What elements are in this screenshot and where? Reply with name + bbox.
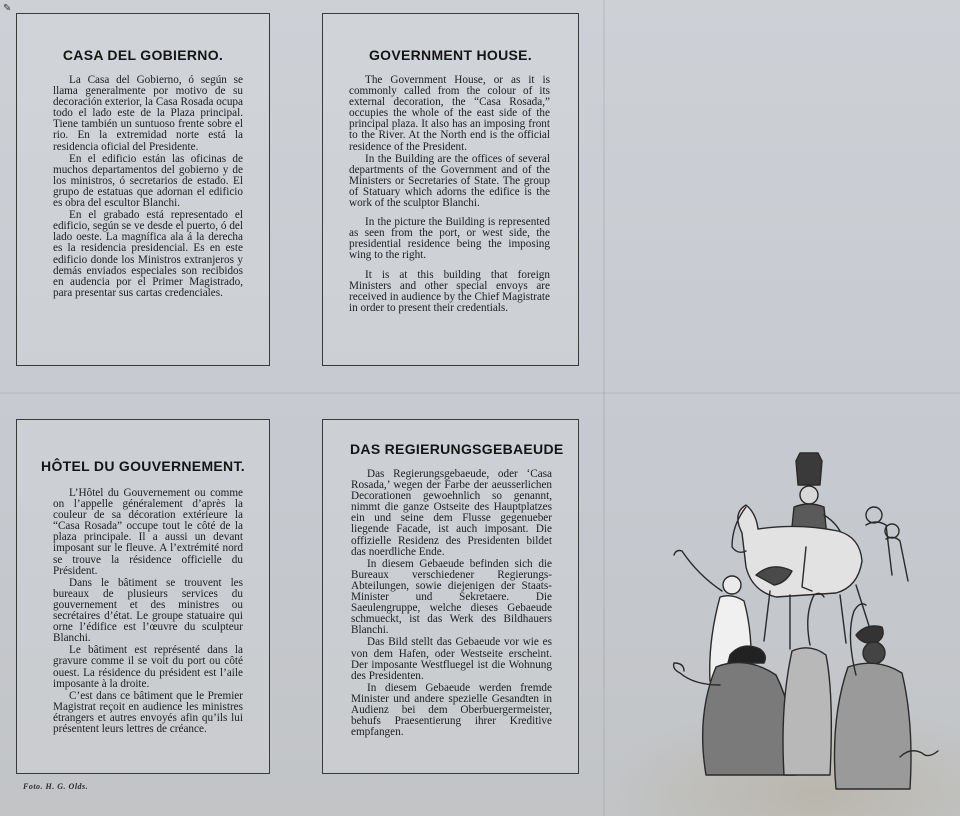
- man-coat: [703, 663, 796, 776]
- paragraph: En el edificio están las oficinas de muchos departamentos del gobierno y de los ministros, ó secretarios de estado. El grupo de estatuas que adornan el edificio es obra del escultor Blanchi.: [53, 152, 243, 210]
- photo-credit: Foto. H. G. Olds.: [23, 782, 89, 791]
- raised-hat: [856, 626, 883, 643]
- woman-head: [723, 576, 741, 594]
- paragraph: The Government House, or as it is commonly called from the colour of its external decoration, the “Casa Rosada,” occupies the whole of the east side of the principal plaza. It also has an imposing front to the River. At the North end is the official residence of the President.: [349, 74, 550, 153]
- paper-fold-vertical: [603, 0, 605, 816]
- panel-body-french: [53, 488, 243, 735]
- panel-title-english: GOVERNMENT HOUSE.: [368, 47, 532, 63]
- panel-body-english: [349, 75, 550, 314]
- corner-mark-icon: ✎: [3, 3, 12, 14]
- panel-french: [16, 419, 270, 774]
- paragraph: Das Bild stellt das Gebaeude vor wie es von dem Hafen, oder Westseite erscheint. Der imposante Westfluegel ist die Wohnung des Presidenten.: [351, 636, 552, 682]
- paragraph: In diesem Gebaeude befinden sich die Bureaux verschiedener Regierungs-Abteilungen, sowie diejenigen der Staats-Minister und Sekretaere. Die Saeulengruppe, welche dieses Gebaeude schmueckt, ist das Werk des Bildhauers Blanchi.: [351, 557, 552, 637]
- raised-arm: [808, 593, 824, 645]
- panel-body-german: [351, 469, 552, 738]
- paper-fold-horizontal: [0, 392, 960, 394]
- woman-right-coat: [835, 663, 912, 789]
- paragraph: Das Regierungsgebaeude, oder ‘Casa Rosada,’ wegen der Farbe der aeusserlichen Decorationen gewoehnlich so genannt, nimmt die ganze Ostseite des Hauptplatzes ein und seine dem Flusse gegenueber liegende Facade, ist auch imposant. Die offizielle Residenz des Presidenten bildet das noerdliche Ende.: [351, 468, 552, 558]
- paragraph: In diesem Gebaeude werden fremde Minister und andere spezielle Gesandten in Audienz bei dem Oberbuergermeister, behufs Praesentierung ihrer Kreditive empfangen.: [351, 681, 552, 739]
- bystander-body: [866, 522, 908, 581]
- paragraph: Le bâtiment est représenté dans la gravure comme il se voit du port ou côté ouest. La résidence du président est l’aile imposante à la droite.: [53, 644, 243, 690]
- panel-body-spanish: [53, 75, 243, 299]
- soldier-head: [800, 486, 818, 504]
- panel-title-german: DAS REGIERUNGSGEBAEUDE: [350, 441, 564, 457]
- paragraph: En el grabado está representado el edificio, según se ve desde el puerto, ó del lado oeste. La magnífica ala á la derecha es la residencia presidencial. Es en este edificio donde los Ministros extranjeros y demás enviados especiales son recibidos en audencia por el Primer Magistrado, para presentar sus cartas credenciales.: [53, 209, 243, 299]
- woman-right-head: [863, 642, 885, 664]
- paragraph: It is at this building that foreign Ministers and other special envoys are received in audience by the Chief Magistrate in order to present their credentials.: [349, 268, 550, 314]
- paragraph: C’est dans ce bâtiment que le Premier Magistrat reçoit en audience les ministres étrangers et autres envoyés afin qu’ils lui présentent leurs lettres de créance.: [53, 689, 243, 735]
- panel-title-spanish: CASA DEL GOBIERNO.: [62, 47, 224, 63]
- crowd-illustration: [660, 445, 950, 790]
- paragraph: Dans le bâtiment se trouvent les bureaux de plusieurs services du gouvernement et des ministres ou secrétaires d’état. Le groupe statuaire qui orne l’édifice est l’œuvre du sculpteur Blanchi.: [53, 576, 243, 645]
- paragraph: La Casa del Gobierno, ó según se llama generalmente por motivo de su decoración exterior, la Casa Rosada ocupa todo el lado este de la Plaza principal. Tiene también un suntuoso frente sobre el rio. En la extremidad norte está la residencia oficial del Presidente.: [53, 74, 243, 153]
- woman-arm: [674, 551, 722, 592]
- panel-german: [322, 419, 579, 774]
- paragraph: In the picture the Building is represented as seen from the port, or west side, the presidential residence being the imposing wing to the right.: [349, 216, 550, 262]
- crowd-figure: [783, 648, 831, 775]
- paragraph: L’Hôtel du Gouvernement ou comme on l’appelle généralement d’après la couleur de sa décoration extérieure la “Casa Rosada” occupe tout le côté de la plaza principale. Il a aussi un devant imposant sur le fleuve. A l’extrémité nord se trouve la résidence officielle du Président.: [53, 487, 243, 577]
- panel-english: [322, 13, 579, 366]
- paragraph: In the Building are the offices of several departments of the Government and of the Ministers or Secretaries of State. The group of Statuary which adorns the edifice is the work of the sculptor Blanchi.: [349, 152, 550, 210]
- panel-spanish: [16, 13, 270, 366]
- soldier-shako: [796, 453, 822, 485]
- panel-title-french: HÔTEL DU GOUVERNEMENT.: [41, 458, 245, 474]
- bystander-head: [866, 507, 882, 523]
